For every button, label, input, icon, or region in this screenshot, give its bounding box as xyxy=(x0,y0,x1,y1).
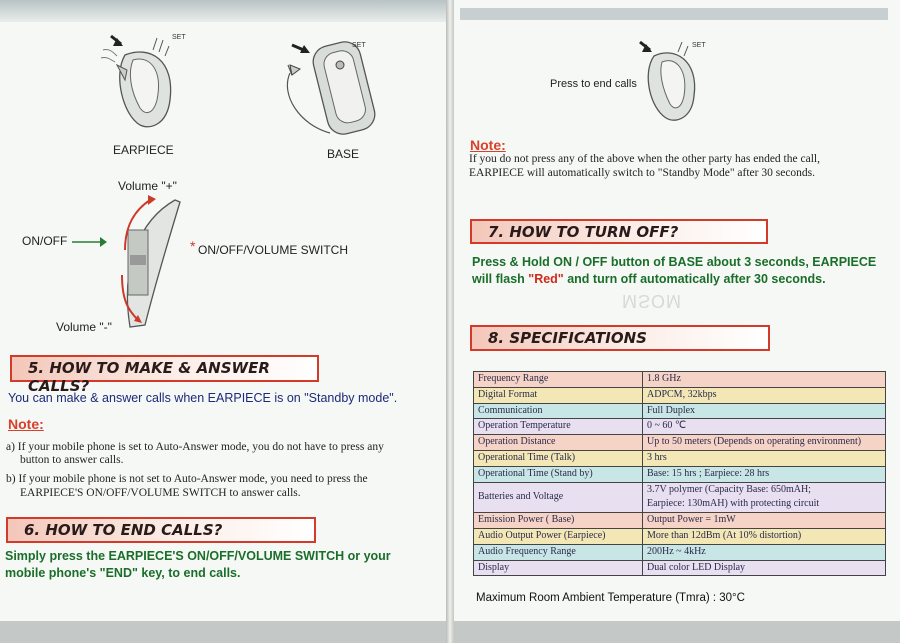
max-ambient-temperature: Maximum Room Ambient Temperature (Tmra) : 30°C xyxy=(476,592,745,604)
spec-row xyxy=(474,528,886,544)
spec-row xyxy=(474,372,886,388)
spec-key: Operational Time (Talk) xyxy=(474,450,643,466)
spec-value: 200Hz ~ 4kHz xyxy=(643,544,886,560)
spec-value: 1.8 GHz xyxy=(643,372,886,388)
page-top-band xyxy=(460,8,888,20)
watermark-text: MSOM xyxy=(622,291,682,311)
section-6-heading: 6. HOW TO END CALLS? xyxy=(6,517,316,543)
earpiece-label: EARPIECE xyxy=(113,143,174,157)
section-5-intro xyxy=(8,391,397,405)
page-top-band xyxy=(0,0,446,22)
spec-row xyxy=(474,482,886,513)
spec-value: Output Power = 1mW xyxy=(643,513,886,529)
specifications-table xyxy=(473,371,886,576)
base-label: BASE xyxy=(327,147,360,161)
volume-down-label: Volume "-" xyxy=(56,320,112,334)
note-item-a-line1: a) If your mobile phone is set to Auto-Answer mode, you do not have to press any xyxy=(6,441,384,453)
spec-value: ADPCM, 32kbps xyxy=(643,387,886,403)
base-illustration xyxy=(280,35,390,155)
press-to-end-caption: Press to end calls xyxy=(550,78,637,90)
page-bottom-band xyxy=(0,621,446,643)
switch-asterisk: * xyxy=(190,238,196,254)
spec-row xyxy=(474,544,886,560)
spec-row xyxy=(474,466,886,482)
spec-value: Up to 50 meters (Depends on operating environment) xyxy=(643,435,886,451)
spec-value-line: Earpiece: 130mAH) with protecting circuit xyxy=(647,498,820,510)
right-note-line1: If you do not press any of the above when the other party has ended the call, xyxy=(469,153,820,165)
left-page xyxy=(0,0,446,643)
spec-row xyxy=(474,435,886,451)
spec-row xyxy=(474,387,886,403)
on-off-label: ON/OFF xyxy=(22,234,68,248)
spec-key: Communication xyxy=(474,403,643,419)
spec-value: 3 hrs xyxy=(643,450,886,466)
spec-row xyxy=(474,450,886,466)
spec-value: Base: 15 hrs ; Earpiece: 28 hrs xyxy=(643,466,886,482)
spec-value xyxy=(643,482,886,513)
earpiece-set-label: SET xyxy=(172,34,186,41)
spec-row xyxy=(474,513,886,529)
note-item-a-line2: button to answer calls. xyxy=(20,454,124,466)
spec-key: Audio Frequency Range xyxy=(474,544,643,560)
right-note-line2: EARPIECE will automatically switch to "Standby Mode" after 30 seconds. xyxy=(469,167,816,179)
intro-text-b: EARPIECE xyxy=(207,391,271,405)
note-item-b-line2: EARPIECE'S ON/OFF/VOLUME SWITCH to answer calls. xyxy=(20,487,301,499)
spec-value: Dual color LED Display xyxy=(643,560,886,576)
spec-key: Display xyxy=(474,560,643,576)
spec-key: Batteries and Voltage xyxy=(474,482,643,513)
spec-key: Emission Power ( Base) xyxy=(474,513,643,529)
section-5-note-label: Note: xyxy=(8,416,44,432)
intro-text-a: You can make & answer calls when xyxy=(8,391,208,405)
book-gutter xyxy=(446,0,454,643)
line2-part-a: will flash xyxy=(472,272,529,286)
spec-key: Operational Time (Stand by) xyxy=(474,466,643,482)
arrow-right-icon xyxy=(72,236,108,248)
right-note-label: Note: xyxy=(470,137,506,153)
spec-key: Operation Temperature xyxy=(474,419,643,435)
intro-text-c: is on "Standby mode". xyxy=(270,391,398,405)
spec-row xyxy=(474,403,886,419)
line2-part-c: and turn off automatically after 30 seconds. xyxy=(563,272,826,286)
volume-up-label: Volume "+" xyxy=(118,179,177,193)
note-item-b-line1: b) If your mobile phone is not set to Auto-Answer mode, you need to press the xyxy=(6,473,368,485)
spec-value-line: 3.7V polymer (Capacity Base: 650mAH; xyxy=(647,483,811,495)
section-7-line1: Press & Hold ON / OFF button of BASE about 3 seconds, EARPIECE xyxy=(472,255,877,269)
spec-row xyxy=(474,419,886,435)
switch-label: ON/OFF/VOLUME SWITCH xyxy=(198,243,348,257)
section-7-line2 xyxy=(472,272,826,286)
spec-value: More than 12dBm (At 10% distortion) xyxy=(643,528,886,544)
spec-key: Digital Format xyxy=(474,387,643,403)
right-page xyxy=(454,0,900,643)
spec-value: Full Duplex xyxy=(643,403,886,419)
section-6-line1: Simply press the EARPIECE'S ON/OFF/VOLUME SWITCH or your xyxy=(5,549,391,563)
section-6-line2: mobile phone's "END" key, to end calls. xyxy=(5,566,241,580)
press-set-label: SET xyxy=(692,42,706,49)
earpiece-press-illustration xyxy=(634,38,714,128)
section-8-heading: 8. SPECIFICATIONS xyxy=(470,325,770,351)
page-bottom-band xyxy=(454,621,900,643)
red-word: "Red" xyxy=(528,272,564,286)
spec-value: 0 ~ 60 ℃ xyxy=(643,419,886,435)
section-7-heading: 7. HOW TO TURN OFF? xyxy=(470,219,768,244)
base-set-label: SET xyxy=(352,42,366,49)
spec-key: Audio Output Power (Earpiece) xyxy=(474,528,643,544)
earpiece-illustration xyxy=(95,30,205,140)
volume-switch-illustration xyxy=(60,175,200,335)
spec-row xyxy=(474,560,886,576)
section-5-heading: 5. HOW TO MAKE & ANSWER CALLS? xyxy=(10,355,319,382)
spec-key: Operation Distance xyxy=(474,435,643,451)
spec-key: Frequency Range xyxy=(474,372,643,388)
